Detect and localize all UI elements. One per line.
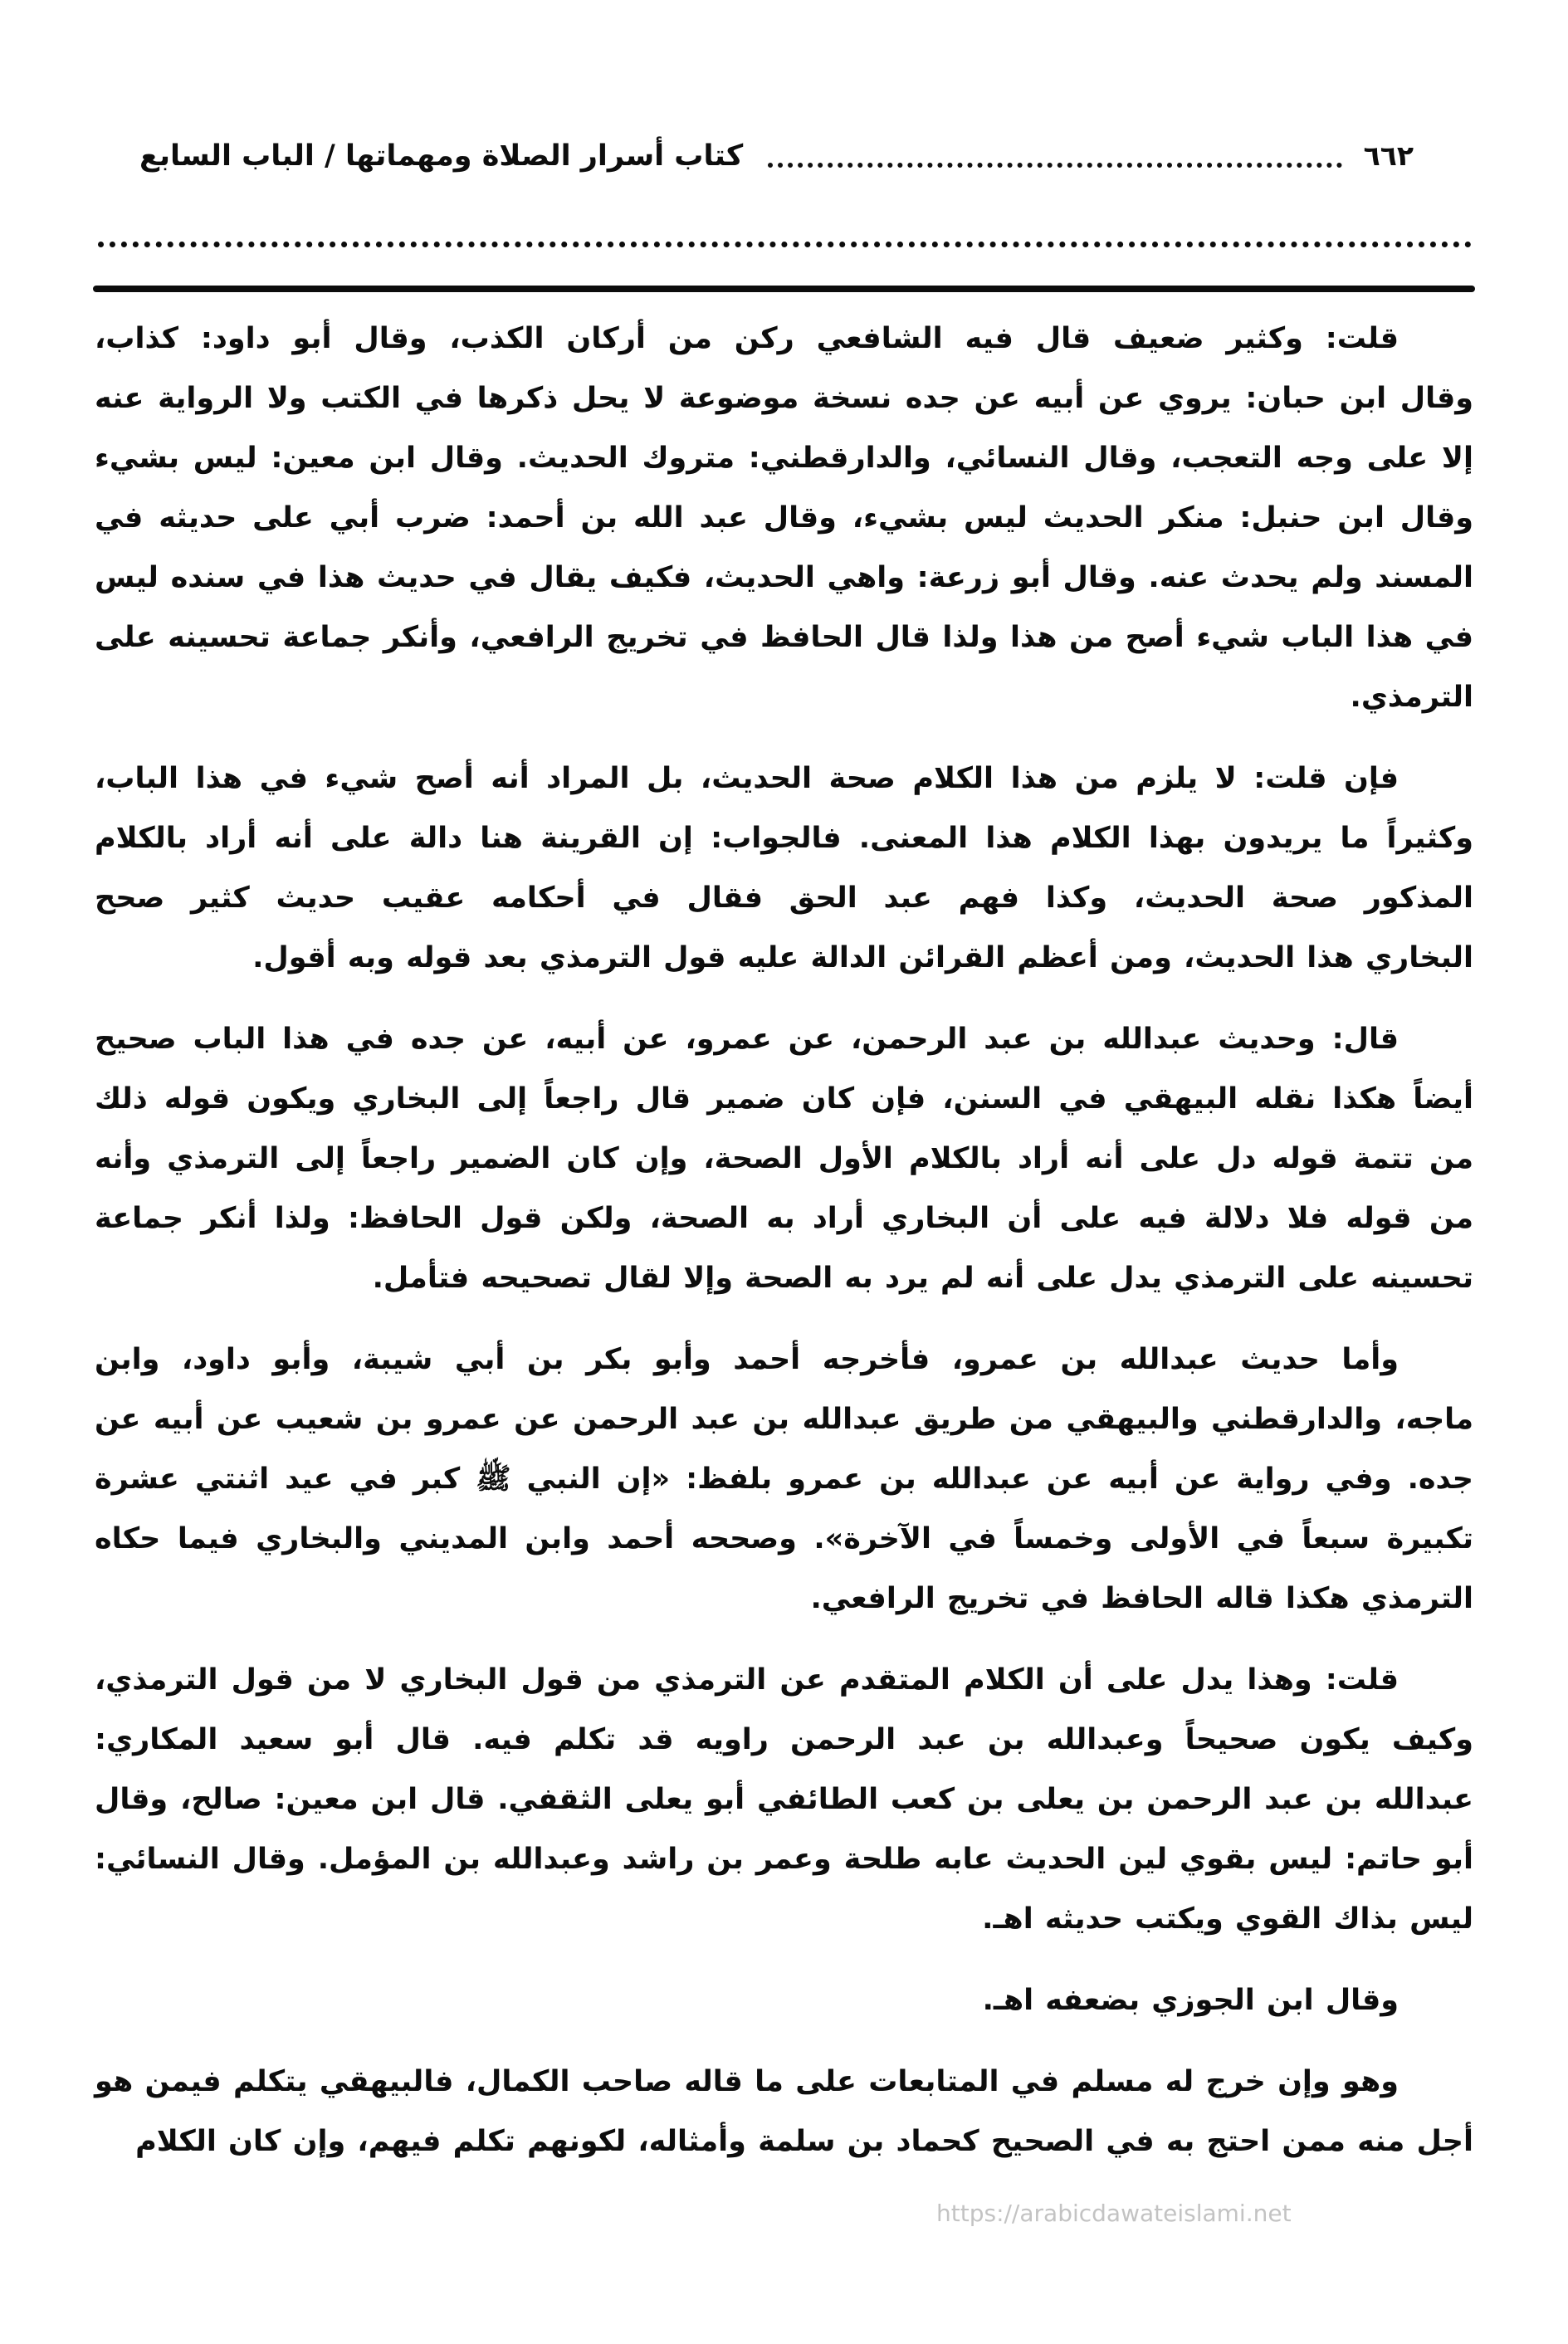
text-line: وقال ابن حبان: يروي عن أبيه عن جده نسخة موضوعة لا يحل ذكرها في الكتب ولا الرواية عنه xyxy=(95,382,1473,415)
dotted-separator xyxy=(98,242,1472,247)
running-head xyxy=(139,131,1414,181)
paragraph xyxy=(95,1330,1473,1629)
page-header-title: كتاب أسرار الصلاة ومهماتها / الباب السابع xyxy=(139,139,744,173)
paragraph xyxy=(95,2052,1473,2171)
paragraph xyxy=(95,309,1473,727)
text-line: ليس بذاك القوي ويكتب حديثه اهـ. xyxy=(982,1902,1473,1936)
text-line: وكثيراً ما يريدون بهذا الكلام هذا المعنى. فالجواب: إن القرينة هنا دالة على أنه أراد بالكلام xyxy=(95,822,1473,855)
text-line: قال: وحديث عبدالله بن عبد الرحمن، عن عمرو، عن أبيه، عن جده في هذا الباب صحيح xyxy=(95,1023,1399,1056)
text-line: أبو حاتم: ليس بقوي لين الحديث عابه طلحة وعمر بن راشد وعبدالله بن المؤمل. وقال النسائي: xyxy=(95,1843,1473,1876)
text-line: أيضاً هكذا نقله البيهقي في السنن، فإن كان ضمير قال راجعاً إلى البخاري ويكون قوله ذلك xyxy=(95,1082,1473,1116)
text-line: وكيف يكون صحيحاً وعبدالله بن عبد الرحمن راويه قد تكلم فيه. قال أبو سعيد المكاري: xyxy=(95,1723,1473,1756)
paragraph xyxy=(95,1650,1473,1949)
text-line: وقال ابن حنبل: منكر الحديث ليس بشيء، وقال عبد الله بن أحمد: ضرب أبي على حديثه في xyxy=(95,501,1473,535)
text-line: المسند ولم يحدث عنه. وقال أبو زرعة: واهي الحديث، فكيف يقال في حديث هذا في سنده ليس xyxy=(95,561,1473,594)
text-line: وهو وإن خرج له مسلم في المتابعات على ما قاله صاحب الكمال، فالبيهقي يتكلم فيمن هو xyxy=(95,2065,1399,2098)
text-line: تحسينه على الترمذي يدل على أنه لم يرد به الصحة وإلا لقال تصحيحه فتأمل. xyxy=(372,1262,1473,1295)
paragraph xyxy=(95,1970,1473,2030)
text-line: في هذا الباب شيء أصح من هذا ولذا قال الحافظ في تخريج الرافعي، وأنكر جماعة تحسينه على xyxy=(95,621,1473,654)
page-number: ٦٦٢ xyxy=(1363,139,1414,172)
page-body xyxy=(95,295,1473,2193)
text-line: وقال ابن الجوزي بضعفه اهـ. xyxy=(982,1984,1399,2017)
text-line: إلا على وجه التعجب، وقال النسائي، والدارقطني: متروك الحديث. وقال ابن معين: ليس بشيء xyxy=(95,442,1473,475)
text-line: البخاري هذا الحديث، ومن أعظم القرائن الدالة عليه قول الترمذي بعد قوله وبه أقول. xyxy=(252,941,1473,974)
paragraph xyxy=(95,749,1473,988)
horizontal-rule xyxy=(93,286,1475,292)
text-line: الترمذي. xyxy=(1350,681,1473,714)
text-line: جده. وفي رواية عن أبيه عن عبدالله بن عمرو بلفظ: «إن النبي ﷺ كبر في عيد اثنتي عشرة xyxy=(95,1463,1473,1496)
text-line: من تتمة قوله دل على أنه أراد بالكلام الأول الصحة، وإن كان الضمير راجعاً إلى الترمذي وأنه xyxy=(95,1142,1473,1175)
text-line: قلت: وهذا يدل على أن الكلام المتقدم عن الترمذي من قول البخاري لا من قول الترمذي، xyxy=(95,1663,1399,1697)
text-line: ماجه، والدارقطني والبيهقي من طريق عبدالله بن عبد الرحمن عن عمرو بن شعيب عن أبيه عن xyxy=(95,1403,1473,1436)
header-dotted-leader xyxy=(768,163,1341,168)
text-line: أجل منه ممن احتج به في الصحيح كحماد بن سلمة وأمثاله، لكونهم تكلم فيهم، وإن كان الكلام xyxy=(135,2125,1473,2158)
paragraph xyxy=(95,1009,1473,1308)
text-line: قلت: وكثير ضعيف قال فيه الشافعي ركن من أركان الكذب، وقال أبو داود: كذاب، xyxy=(95,322,1399,355)
text-line: عبدالله بن عبد الرحمن بن يعلى بن كعب الطائفي أبو يعلى الثقفي. قال ابن معين: صالح، وقال xyxy=(95,1783,1473,1816)
watermark-url: https://arabicdawateislami.net xyxy=(936,2200,1292,2227)
text-line: المذكور صحة الحديث، وكذا فهم عبد الحق فقال في أحكامه عقيب حديث كثير صحح xyxy=(95,881,1473,915)
text-line: فإن قلت: لا يلزم من هذا الكلام صحة الحديث، بل المراد أنه أصح شيء في هذا الباب، xyxy=(95,762,1399,795)
text-line: من قوله فلا دلالة فيه على أن البخاري أراد به الصحة، ولكن قول الحافظ: ولذا أنكر جماعة xyxy=(95,1202,1473,1235)
text-line: الترمذي هكذا قاله الحافظ في تخريج الرافعي. xyxy=(810,1582,1473,1615)
text-line: وأما حديث عبدالله بن عمرو، فأخرجه أحمد وأبو بكر بن أبي شيبة، وأبو داود، وابن xyxy=(95,1343,1399,1376)
text-line: تكبيرة سبعاً في الأولى وخمساً في الآخرة». وصححه أحمد وابن المديني والبخاري فيما حكاه xyxy=(95,1522,1473,1555)
